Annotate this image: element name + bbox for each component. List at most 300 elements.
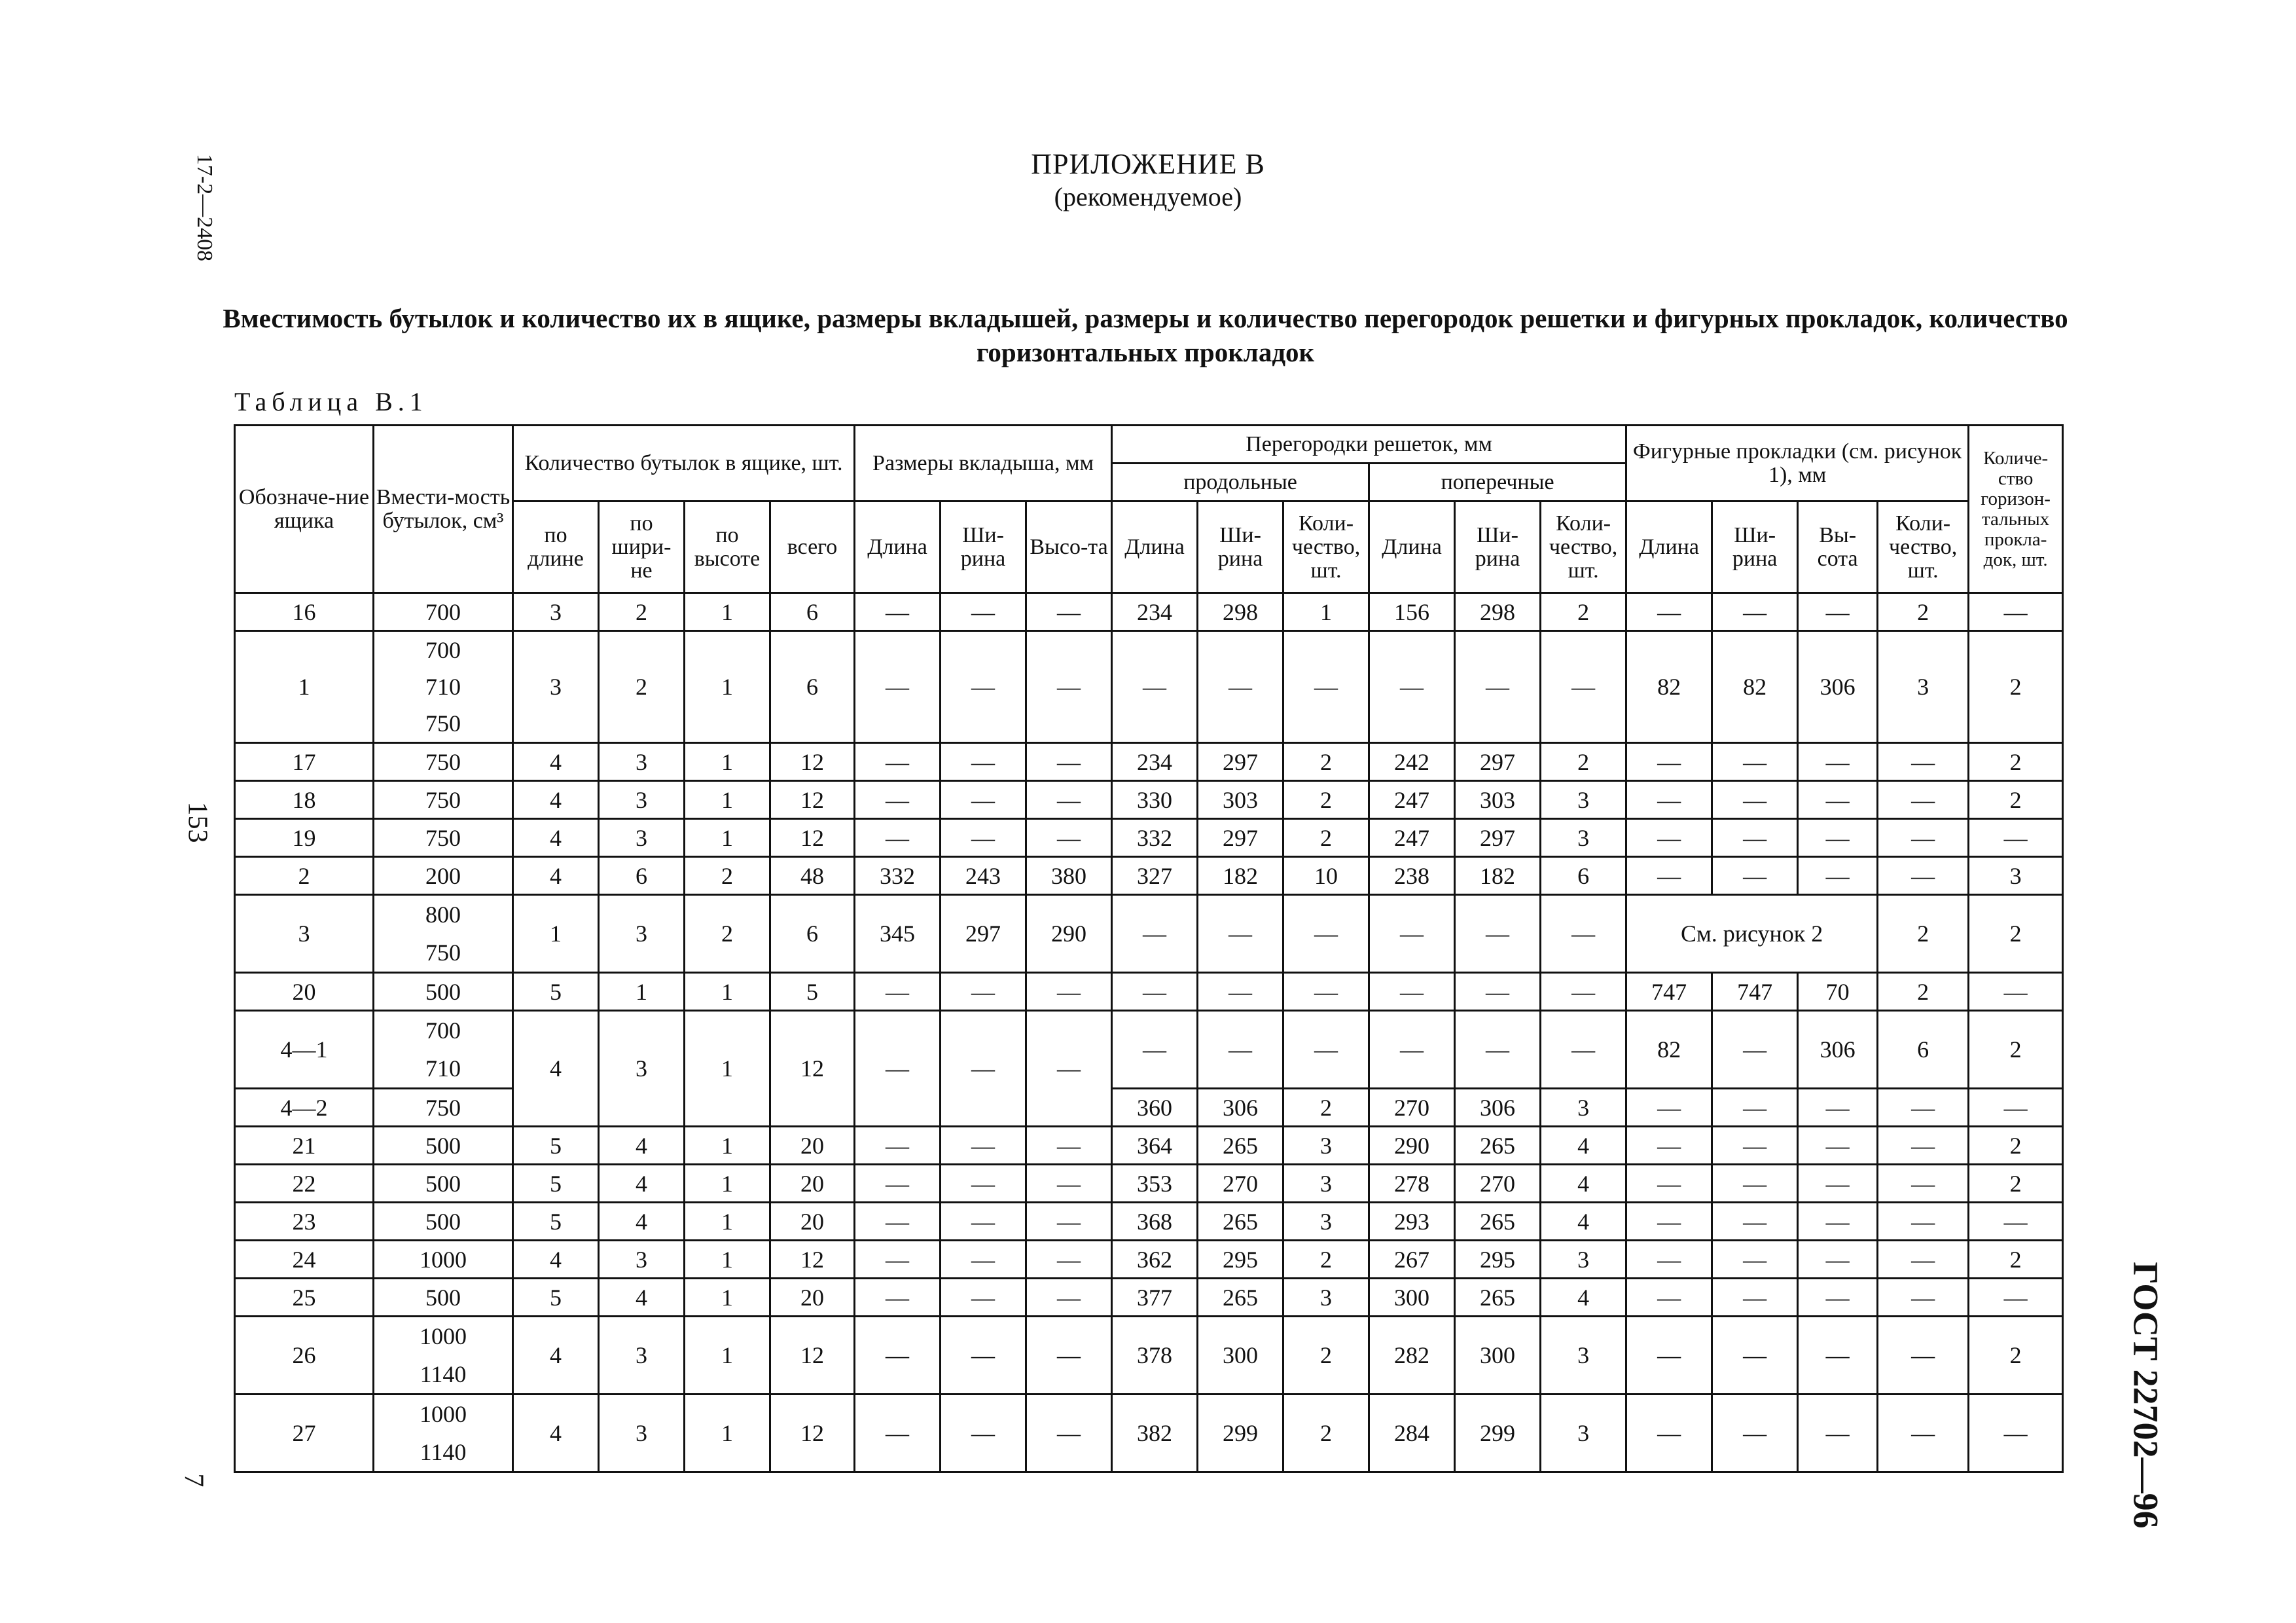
capacity-value: 1000	[420, 1323, 467, 1349]
table-cell: 4	[513, 781, 599, 819]
table-cell: 284	[1369, 1395, 1455, 1472]
table-cell: 2	[1969, 1127, 2063, 1165]
capacity-value: 750	[425, 939, 461, 966]
table-cell: 6	[1878, 1011, 1969, 1089]
table-cell: 3	[1541, 1317, 1626, 1395]
table-cell: 362	[1112, 1241, 1198, 1279]
table-cell: —	[1026, 819, 1112, 857]
table-cell: —	[1878, 1279, 1969, 1317]
table-cell: 238	[1369, 857, 1455, 895]
capacity-cell: 1000	[374, 1241, 513, 1279]
header-horizontal: Количе-ство горизон-тальных прокла-док, шт.	[1969, 426, 2063, 593]
capacity-cell: 200	[374, 857, 513, 895]
table-cell: —	[1878, 1089, 1969, 1127]
capacity-value: 750	[425, 710, 461, 737]
table-cell: 278	[1369, 1165, 1455, 1203]
table-cell: 299	[1198, 1395, 1283, 1472]
capacity-cell: 750	[374, 781, 513, 819]
table-cell: 2	[685, 857, 770, 895]
table-cell: 12	[770, 781, 855, 819]
box-cell: 22	[235, 1165, 374, 1203]
table-cell: —	[941, 631, 1026, 743]
header-transverse: поперечные	[1369, 464, 1626, 501]
table-cell: 1	[685, 1317, 770, 1395]
page-number-left: 153	[182, 801, 213, 843]
table-cell: —	[1455, 895, 1541, 973]
header-longitudinal: продольные	[1112, 464, 1369, 501]
table-cell: 2	[1283, 781, 1369, 819]
table-cell: 270	[1198, 1165, 1283, 1203]
capacity-cell: 750	[374, 819, 513, 857]
capacity-value: 1140	[420, 1439, 467, 1465]
table-cell: 300	[1198, 1317, 1283, 1395]
table-cell: —	[1798, 1165, 1878, 1203]
table-row	[235, 781, 2063, 819]
table-cell: —	[1626, 857, 1712, 895]
table-cell: 265	[1198, 1203, 1283, 1241]
capacity-value: 710	[425, 674, 461, 700]
table-cell: 12	[770, 819, 855, 857]
table-cell: —	[1026, 781, 1112, 819]
table-cell: 3	[1541, 1395, 1626, 1472]
table-cell: 306	[1455, 1089, 1541, 1127]
table-cell: 1	[513, 895, 599, 973]
table-cell: —	[1712, 1279, 1798, 1317]
table-cell: —	[941, 973, 1026, 1011]
table-cell: 82	[1626, 631, 1712, 743]
table-cell: —	[1712, 1127, 1798, 1165]
table-cell: 265	[1198, 1127, 1283, 1165]
header-long-width: Ши-рина	[1198, 501, 1283, 593]
table-cell: —	[1026, 593, 1112, 631]
table-cell: 2	[1969, 743, 2063, 781]
table-cell: 303	[1455, 781, 1541, 819]
header-by-height: по высоте	[685, 501, 770, 593]
table-cell: 299	[1455, 1395, 1541, 1472]
table-cell: 306	[1798, 1011, 1878, 1089]
header-by-width: по шири-не	[599, 501, 685, 593]
table-cell: 1	[685, 1241, 770, 1279]
table-cell: 297	[1198, 743, 1283, 781]
table-cell: 4	[599, 1279, 685, 1317]
header-figured-group: Фигурные прокладки (см. рисунок 1), мм	[1626, 426, 1969, 501]
table-cell: —	[1026, 631, 1112, 743]
appendix-title: ПРИЛОЖЕНИЕ В	[1031, 148, 1265, 180]
table-cell: —	[1969, 1089, 2063, 1127]
table-cell: —	[1798, 1203, 1878, 1241]
table-cell: 2	[1969, 1317, 2063, 1395]
table-cell: —	[1878, 819, 1969, 857]
table-cell: 3	[1541, 1089, 1626, 1127]
table-cell: 2	[1878, 593, 1969, 631]
table-cell: 364	[1112, 1127, 1198, 1165]
table-cell: 1	[685, 1203, 770, 1241]
table-cell: —	[855, 1279, 941, 1317]
document-code: 17-2—2408	[192, 153, 217, 262]
table-cell: 6	[770, 631, 855, 743]
table-cell: 10	[1283, 857, 1369, 895]
table-cell: —	[855, 1127, 941, 1165]
table-cell: —	[941, 1011, 1026, 1127]
table-cell: —	[1369, 973, 1455, 1011]
table-cell: 290	[1369, 1127, 1455, 1165]
table-row	[235, 593, 2063, 631]
table-cell: 3	[1283, 1165, 1369, 1203]
table-cell: —	[1026, 1165, 1112, 1203]
table-cell: 3	[1283, 1203, 1369, 1241]
table-cell: —	[1798, 593, 1878, 631]
table-cell: 3	[599, 781, 685, 819]
table-cell: —	[1026, 1127, 1112, 1165]
table-cell: —	[1798, 1089, 1878, 1127]
table-cell: 6	[1541, 857, 1626, 895]
table-cell: 1	[685, 1279, 770, 1317]
capacity-cell: 750	[374, 1089, 513, 1127]
table-cell: —	[1712, 1203, 1798, 1241]
table-cell: 4	[513, 857, 599, 895]
table-cell: —	[1626, 1279, 1712, 1317]
table-cell: —	[941, 1241, 1026, 1279]
table-cell: —	[855, 593, 941, 631]
table-cell: 330	[1112, 781, 1198, 819]
table-cell: —	[855, 973, 941, 1011]
table-cell: 6	[770, 593, 855, 631]
table-cell: —	[1798, 781, 1878, 819]
table-cell: 2	[1283, 819, 1369, 857]
table-cell: 48	[770, 857, 855, 895]
table-cell: —	[1026, 743, 1112, 781]
table-cell: —	[1878, 1203, 1969, 1241]
table-cell: 298	[1455, 593, 1541, 631]
table-cell: 3	[1283, 1279, 1369, 1317]
table-cell: 3	[599, 1011, 685, 1127]
table-cell: 2	[1969, 1241, 2063, 1279]
page-number: 7	[178, 1473, 209, 1487]
table-cell: 4	[599, 1165, 685, 1203]
table-cell: 297	[1455, 819, 1541, 857]
table-cell: —	[941, 819, 1026, 857]
table-cell: 295	[1198, 1241, 1283, 1279]
table-row	[235, 1165, 2063, 1203]
table-cell: 265	[1455, 1203, 1541, 1241]
table-cell: —	[1626, 1127, 1712, 1165]
table-cell: —	[855, 1317, 941, 1395]
table-cell: —	[1112, 631, 1198, 743]
table-cell: —	[1626, 1203, 1712, 1241]
header-fig-length: Длина	[1626, 501, 1712, 593]
table-cell: 182	[1198, 857, 1283, 895]
table-cell: 4	[599, 1203, 685, 1241]
table-cell: 243	[941, 857, 1026, 895]
table-cell: —	[1369, 1011, 1455, 1089]
table-cell: —	[1798, 1395, 1878, 1472]
table-cell: —	[1712, 819, 1798, 857]
box-cell: 2	[235, 857, 374, 895]
table-cell: 265	[1455, 1279, 1541, 1317]
table-cell: —	[1712, 1395, 1798, 1472]
box-cell: 3	[235, 895, 374, 973]
table-cell: —	[941, 1203, 1026, 1241]
header-trans-count: Коли-чество, шт.	[1541, 501, 1626, 593]
table-cell: 70	[1798, 973, 1878, 1011]
header-insert-width: Ши-рина	[941, 501, 1026, 593]
table-cell: 5	[770, 973, 855, 1011]
capacity-cell	[374, 1317, 513, 1395]
table-cell: —	[1541, 1011, 1626, 1089]
table-cell: —	[1026, 1317, 1112, 1395]
document-title: Вместимость бутылок и количество их в ящике, размеры вкладышей, размеры и количество перегородок решетки и фигурных прокладок, количество горизонтальных прокладок	[223, 303, 2068, 367]
table-cell: 297	[1198, 819, 1283, 857]
table-cell: —	[855, 781, 941, 819]
table-cell: —	[1112, 895, 1198, 973]
table-cell: —	[1026, 1203, 1112, 1241]
table-cell: —	[1026, 1241, 1112, 1279]
table-cell: —	[1541, 973, 1626, 1011]
table-cell: 6	[770, 895, 855, 973]
table-cell: 82	[1712, 631, 1798, 743]
table-cell: 368	[1112, 1203, 1198, 1241]
box-cell: 27	[235, 1395, 374, 1472]
table-cell: 4	[513, 819, 599, 857]
table-cell: 4	[1541, 1127, 1626, 1165]
table-cell: —	[855, 1241, 941, 1279]
table-cell: —	[1969, 1203, 2063, 1241]
table-cell: 1	[685, 743, 770, 781]
capacity-value: 710	[425, 1055, 461, 1082]
table-cell: 1	[685, 631, 770, 743]
table-cell: —	[1712, 1089, 1798, 1127]
table-cell: —	[1026, 1395, 1112, 1472]
table-cell: 306	[1198, 1089, 1283, 1127]
capacity-value: 800	[425, 902, 461, 928]
table-cell: —	[1878, 857, 1969, 895]
table-cell: 5	[513, 1165, 599, 1203]
table-cell: 3	[599, 1395, 685, 1472]
table-cell: —	[1712, 1165, 1798, 1203]
table-cell: —	[1969, 1395, 2063, 1472]
box-cell: 4—2	[235, 1089, 374, 1127]
table-cell: —	[1712, 1011, 1798, 1089]
table-cell: —	[1878, 1241, 1969, 1279]
table-header	[235, 426, 2063, 593]
table-cell: —	[855, 1395, 941, 1472]
table-cell: 2	[1969, 1011, 2063, 1089]
table-cell: —	[1283, 631, 1369, 743]
table-row	[235, 631, 2063, 743]
table-cell: —	[941, 1317, 1026, 1395]
table-cell: —	[1198, 631, 1283, 743]
table-cell: 3	[513, 631, 599, 743]
table-cell: —	[1798, 857, 1878, 895]
table-cell: 306	[1798, 631, 1878, 743]
capacity-cell	[374, 1395, 513, 1472]
table-cell: 2	[1283, 1395, 1369, 1472]
table-cell: —	[941, 1127, 1026, 1165]
table-cell: 1	[685, 593, 770, 631]
table-cell: 3	[599, 743, 685, 781]
table-cell: 3	[599, 895, 685, 973]
table-cell: —	[1455, 973, 1541, 1011]
table-cell: —	[1798, 819, 1878, 857]
box-cell: 20	[235, 973, 374, 1011]
table-cell: —	[1626, 781, 1712, 819]
table-cell: —	[1026, 1011, 1112, 1127]
table-cell: 332	[855, 857, 941, 895]
table-cell: —	[855, 1011, 941, 1127]
table-cell: —	[941, 781, 1026, 819]
table-row	[235, 1241, 2063, 1279]
table-cell: 1	[685, 1011, 770, 1127]
standard-number: ГОСТ 22702—96	[2126, 1262, 2166, 1529]
header-fig-width: Ши-рина	[1712, 501, 1798, 593]
table-cell: —	[1198, 1011, 1283, 1089]
table-cell: —	[941, 1165, 1026, 1203]
table-cell: 2	[1541, 593, 1626, 631]
table-cell: 3	[1878, 631, 1969, 743]
table-cell: 247	[1369, 781, 1455, 819]
table-cell: 1	[685, 819, 770, 857]
header-insert-length: Длина	[855, 501, 941, 593]
capacity-cell: 500	[374, 1279, 513, 1317]
table-cell: 5	[513, 1127, 599, 1165]
table-row	[235, 1395, 2063, 1472]
table-cell: 353	[1112, 1165, 1198, 1203]
table-cell: —	[1712, 857, 1798, 895]
table-cell: —	[1541, 631, 1626, 743]
table-cell: 282	[1369, 1317, 1455, 1395]
table-cell: —	[1712, 593, 1798, 631]
table-cell: —	[1369, 895, 1455, 973]
table-cell: 247	[1369, 819, 1455, 857]
table-cell: —	[1369, 631, 1455, 743]
table-cell: 4	[1541, 1203, 1626, 1241]
table-cell: —	[941, 1279, 1026, 1317]
table-cell: —	[1798, 1279, 1878, 1317]
header-trans-width: Ши-рина	[1455, 501, 1541, 593]
table-cell: 3	[1283, 1127, 1369, 1165]
table-cell: 747	[1626, 973, 1712, 1011]
header-capacity: Вмести-мость бутылок, см³	[374, 426, 513, 593]
header-partitions-group: Перегородки решеток, мм	[1112, 426, 1626, 464]
table-cell: 20	[770, 1165, 855, 1203]
table-cell: —	[1878, 781, 1969, 819]
box-cell: 1	[235, 631, 374, 743]
table-row	[235, 819, 2063, 857]
table-cell: 297	[1455, 743, 1541, 781]
header-fig-height: Вы-сота	[1798, 501, 1878, 593]
table-cell: 5	[513, 973, 599, 1011]
table-cell: —	[855, 743, 941, 781]
table-cell: 5	[513, 1203, 599, 1241]
capacity-cell: 500	[374, 1203, 513, 1241]
table-cell: —	[1026, 1279, 1112, 1317]
table-cell: —	[1626, 593, 1712, 631]
table-cell: 378	[1112, 1317, 1198, 1395]
table-cell: —	[1878, 1165, 1969, 1203]
table-cell: 1	[685, 973, 770, 1011]
capacity-cell: 500	[374, 1165, 513, 1203]
table-cell: 1	[685, 781, 770, 819]
table-cell: —	[1969, 819, 2063, 857]
table-cell: —	[1798, 1127, 1878, 1165]
header-trans-length: Длина	[1369, 501, 1455, 593]
table-row	[235, 895, 2063, 973]
table-cell: 6	[599, 857, 685, 895]
data-table	[234, 424, 2064, 1473]
table-cell: —	[1878, 1127, 1969, 1165]
table-row	[235, 1089, 2063, 1127]
table-cell: 2	[1283, 1241, 1369, 1279]
table-cell: 267	[1369, 1241, 1455, 1279]
header-total: всего	[770, 501, 855, 593]
table-cell: 12	[770, 743, 855, 781]
table-cell: 3	[599, 1241, 685, 1279]
table-cell: 242	[1369, 743, 1455, 781]
table-cell: —	[1198, 895, 1283, 973]
table-cell: 2	[1969, 781, 2063, 819]
table-cell: 382	[1112, 1395, 1198, 1472]
table-cell: 5	[513, 1279, 599, 1317]
table-cell: —	[1969, 1279, 2063, 1317]
table-cell: —	[1626, 1395, 1712, 1472]
table-cell: —	[1283, 895, 1369, 973]
table-cell: 4	[599, 1127, 685, 1165]
table-cell: —	[1626, 743, 1712, 781]
table-cell: 20	[770, 1279, 855, 1317]
table-cell: —	[1798, 1317, 1878, 1395]
table-cell: 182	[1455, 857, 1541, 895]
table-cell: 3	[599, 1317, 685, 1395]
table-cell: —	[1626, 1089, 1712, 1127]
table-cell: 300	[1455, 1317, 1541, 1395]
table-cell: 12	[770, 1395, 855, 1472]
table-row	[235, 857, 2063, 895]
table-cell: 2	[1969, 1165, 2063, 1203]
table-cell: 377	[1112, 1279, 1198, 1317]
see-figure-cell: См. рисунок 2	[1626, 895, 1878, 973]
box-cell: 19	[235, 819, 374, 857]
table-cell: —	[1798, 1241, 1878, 1279]
table-cell: 3	[513, 593, 599, 631]
table-cell: —	[1026, 973, 1112, 1011]
table-cell: 2	[685, 895, 770, 973]
table-cell: —	[1626, 1241, 1712, 1279]
table-cell: —	[1712, 743, 1798, 781]
table-cell: 747	[1712, 973, 1798, 1011]
table-cell: —	[1198, 973, 1283, 1011]
capacity-value: 700	[425, 1017, 461, 1044]
table-cell: 2	[599, 631, 685, 743]
table-cell: —	[1283, 973, 1369, 1011]
table-cell: 2	[1283, 1089, 1369, 1127]
table-cell: —	[941, 743, 1026, 781]
table-cell: 2	[1283, 1317, 1369, 1395]
table-cell: 360	[1112, 1089, 1198, 1127]
table-cell: —	[1798, 743, 1878, 781]
table-cell: —	[855, 631, 941, 743]
table-cell: 1	[1283, 593, 1369, 631]
table-cell: 1	[685, 1165, 770, 1203]
table-cell: 332	[1112, 819, 1198, 857]
table-row	[235, 1011, 2063, 1089]
table-cell: 270	[1455, 1165, 1541, 1203]
table-cell: 293	[1369, 1203, 1455, 1241]
table-cell: 12	[770, 1317, 855, 1395]
table-cell: 3	[1969, 857, 2063, 895]
table-cell: 12	[770, 1241, 855, 1279]
capacity-value: 1000	[420, 1401, 467, 1427]
table-cell: —	[1541, 895, 1626, 973]
